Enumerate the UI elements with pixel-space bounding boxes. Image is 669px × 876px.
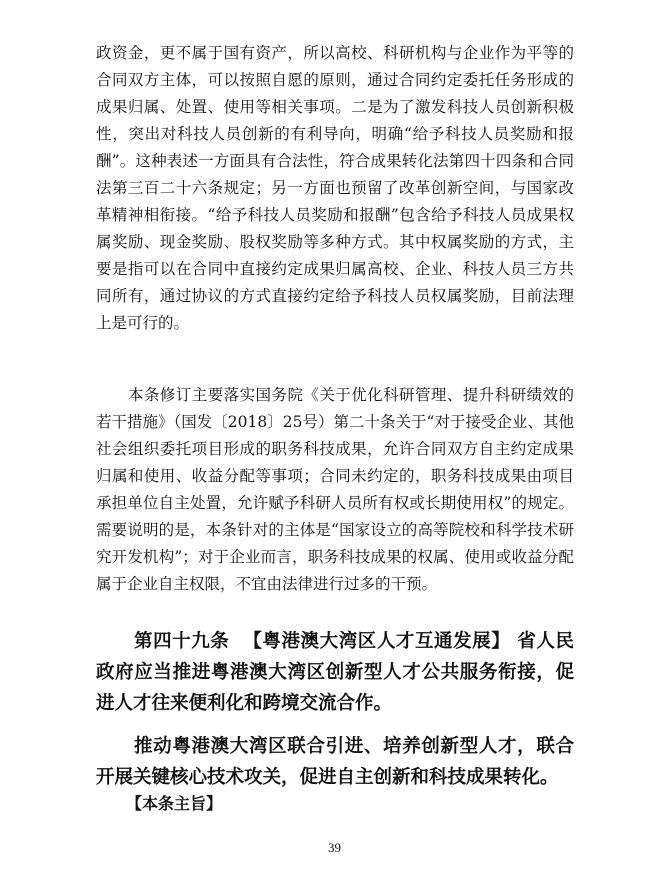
article-number: 第四十九条 — [134, 631, 230, 652]
article-second-paragraph: 推动粤港澳大湾区联合引进、培养创新型人才，联合开展关键核心技术攻关，促进自主创新和科技成果转化。 — [96, 736, 574, 788]
purpose-heading: 【本条主旨】 — [126, 794, 223, 813]
commentary-paragraph-2: 本条修订主要落实国务院《关于优化科研管理、提升科研绩效的若干措施》（国发〔2018〕25号）第二十条关于“对于接受企业、其他社会组织委托项目形成的职务科技成果，允许合同双方自主约定成果归属和使用、收益分配等事项；合同未约定的，职务科技成果由项目承担单位自主处置，允许赋予科研人员所有权或长期使用权”的规定。需要说明的是，本条针对的主体是“国家设立的高等院校和科学技术研究开发机构”；对于企业而言，职务科技成果的权属、使用或收益分配属于企业自主权限，不宜由法律进行过多的干预。 — [96, 386, 574, 593]
page-number: 39 — [328, 840, 341, 855]
article-text: 省人民政府应当推进粤港澳大湾区创新型人才公共服务衔接，促进人才往来便利化和跨境交流合作。 — [96, 631, 574, 714]
article-title: 【粤港澳大湾区人才互通发展】 — [243, 631, 511, 652]
article-clause — [96, 626, 574, 719]
commentary-paragraph-1: 政资金，更不属于国有资产，所以高校、科研机构与企业作为平等的合同双方主体，可以按照自愿的原则，通过合同约定委托任务形成的成果归属、处置、使用等相关事项。二是为了激发科技人员创新积极性，突出对科技人员创新的有利导向，明确“给予科技人员奖励和报酬”。这种表述一方面具有合法性，符合成果转化法第四十四条和合同法第三百二十六条规定；另一方面也预留了改革创新空间，与国家改革精神相衔接。“给予科技人员奖励和报酬”包含给予科技人员成果权属奖励、现金奖励、股权奖励等多种方式。其中权属奖励的方式，主要是指可以在合同中直接约定成果归属高校、企业、科技人员三方共同所有，通过协议的方式直接约定给予科技人员权属奖励，目前法理上是可行的。 — [96, 44, 574, 332]
